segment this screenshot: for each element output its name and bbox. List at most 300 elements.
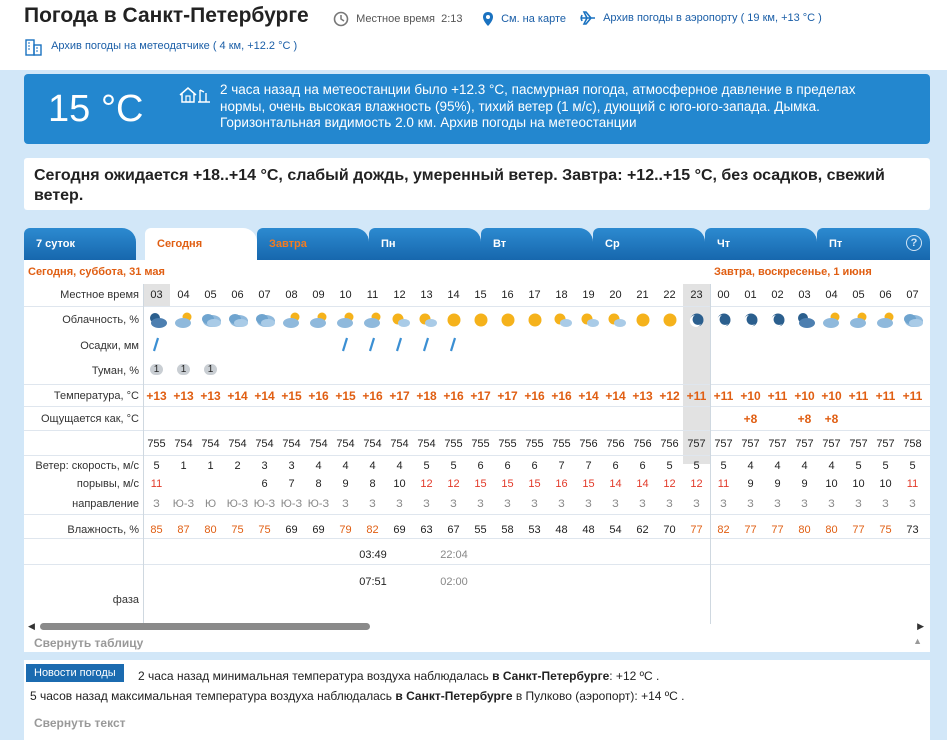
hour-label: 23 [690, 289, 703, 301]
temperature-value: +16 [362, 389, 383, 403]
today-date-label: Сегодня, суббота, 31 мая [28, 266, 165, 278]
row-divider [24, 406, 930, 407]
pressure-value: 754 [390, 438, 409, 450]
wind-speed-value: 4 [342, 460, 349, 472]
temperature-value: +11 [902, 389, 923, 403]
hour-label: 12 [393, 289, 406, 301]
rain-drop-icon [413, 337, 440, 356]
wind-speed-value: 5 [882, 460, 889, 472]
temperature-value: +15 [335, 389, 356, 403]
wind-direction-value: З [693, 498, 700, 510]
feels-like-value: +8 [824, 412, 839, 426]
humidity-value: 75 [231, 524, 244, 536]
night-cloud-icon [791, 311, 818, 332]
wind-gust-value: 12 [420, 478, 433, 490]
watermark: асиенда.ру [760, 694, 905, 725]
temperature-value: +14 [254, 389, 275, 403]
hour-label: 01 [744, 289, 757, 301]
humidity-value: 63 [420, 524, 433, 536]
wind-direction-value: З [531, 498, 538, 510]
wind-gust-value: 8 [369, 478, 376, 490]
hour-label: 15 [474, 289, 487, 301]
row-divider [24, 564, 930, 565]
hour-label: 07 [906, 289, 919, 301]
humidity-value: 85 [150, 524, 163, 536]
news-item: 2 часа назад минимальная температура воздуха наблюдалась в Санкт-Петербурге: +12 ºС . [138, 669, 660, 683]
partly-sunny-icon [386, 311, 413, 332]
humidity-value: 69 [312, 524, 325, 536]
wind-direction-value: З [747, 498, 754, 510]
humidity-value: 75 [879, 524, 892, 536]
row-divider [24, 455, 930, 456]
pressure-value: 755 [444, 438, 463, 450]
wind-gust-value: 10 [825, 478, 838, 490]
hour-label: 06 [231, 289, 244, 301]
moon-phase-icon [413, 592, 440, 617]
tab-today[interactable]: Сегодня [145, 228, 257, 260]
wind-direction-value: З [720, 498, 727, 510]
wind-gust-value: 12 [663, 478, 676, 490]
temperature-value: +10 [821, 389, 842, 403]
hour-label: 21 [636, 289, 649, 301]
hour-label: 02 [771, 289, 784, 301]
hour-label: 08 [285, 289, 298, 301]
wind-speed-value: 3 [261, 460, 268, 472]
pressure-value: 756 [579, 438, 598, 450]
temperature-value: +17 [389, 389, 410, 403]
row-divider [24, 384, 930, 385]
wind-gust-value: 8 [315, 478, 322, 490]
sun-cloud-icon [818, 311, 845, 332]
cloud-icon [197, 311, 224, 332]
scroll-right-icon[interactable]: ▶ [917, 621, 924, 631]
temperature-value: +13 [632, 389, 653, 403]
wind-gust-value: 7 [288, 478, 295, 490]
pressure-value: 755 [525, 438, 544, 450]
wind-gust-value: 15 [582, 478, 595, 490]
temperature-value: +16 [443, 389, 464, 403]
row-divider [24, 538, 930, 539]
rain-drop-icon [332, 337, 359, 356]
airplane-icon [580, 11, 596, 25]
humidity-value: 77 [852, 524, 865, 536]
wind-gust-value: 10 [852, 478, 865, 490]
wind-direction-value: Ю-З [280, 498, 303, 510]
wind-speed-value: 1 [207, 460, 214, 472]
tab-tomorrow[interactable]: Завтра [257, 228, 369, 260]
wind-gust-value: 12 [447, 478, 460, 490]
wind-direction-value: З [585, 498, 592, 510]
humidity-value: 70 [663, 524, 676, 536]
pressure-value: 754 [228, 438, 247, 450]
rain-drop-icon [440, 337, 467, 356]
tab-7-days[interactable]: 7 суток [24, 228, 136, 260]
sunset-time: 22:04 [440, 549, 468, 561]
wind-gust-value: 10 [879, 478, 892, 490]
wind-direction-value: З [153, 498, 160, 510]
wind-gust-value: 12 [690, 478, 703, 490]
hour-label: 11 [366, 289, 379, 301]
cloud-icon [251, 311, 278, 332]
wind-speed-value: 3 [288, 460, 295, 472]
sun-cloud-icon [359, 311, 386, 332]
wind-gust-value: 14 [636, 478, 649, 490]
sun-icon [440, 311, 467, 332]
wind-direction-value: Ю-З [226, 498, 249, 510]
humidity-value: 55 [474, 524, 487, 536]
temperature-value: +16 [524, 389, 545, 403]
temperature-value: +17 [470, 389, 491, 403]
temperature-value: +13 [146, 389, 167, 403]
hour-label: 05 [204, 289, 217, 301]
hour-label: 16 [501, 289, 514, 301]
temperature-value: +11 [767, 389, 788, 403]
collapse-table-link[interactable]: Свернуть таблицу [34, 636, 144, 650]
wind-direction-value: З [477, 498, 484, 510]
temperature-value: +10 [794, 389, 815, 403]
row-divider [24, 430, 930, 431]
wind-direction-value: З [450, 498, 457, 510]
hour-label: 06 [879, 289, 892, 301]
pressure-value: 756 [660, 438, 679, 450]
wind-gust-value: 11 [717, 478, 730, 490]
wind-speed-value: 5 [855, 460, 862, 472]
hour-label: 20 [609, 289, 622, 301]
hour-label: 07 [258, 289, 271, 301]
tab-friday[interactable]: Пт ? [817, 228, 930, 260]
pressure-value: 757 [714, 438, 733, 450]
partly-sunny-icon [548, 311, 575, 332]
pressure-value: 754 [282, 438, 301, 450]
wind-gust-value: 15 [501, 478, 514, 490]
feels-like-value: +8 [797, 412, 812, 426]
wind-direction-value: З [612, 498, 619, 510]
cloud-icon [224, 311, 251, 332]
wind-direction-value: З [666, 498, 673, 510]
humidity-value: 73 [906, 524, 919, 536]
scrollbar-thumb[interactable] [40, 623, 370, 630]
wind-speed-value: 5 [423, 460, 430, 472]
wind-speed-value: 6 [477, 460, 484, 472]
sun-icon [656, 311, 683, 332]
rain-drop-icon [143, 337, 170, 356]
wind-speed-value: 2 [234, 460, 241, 472]
pressure-value: 754 [336, 438, 355, 450]
moonset-time: 02:00 [440, 576, 468, 588]
wind-speed-value: 6 [612, 460, 619, 472]
temperature-value: +14 [578, 389, 599, 403]
row-label: Ощущается как, °C [40, 413, 139, 425]
pressure-value: 757 [687, 438, 706, 450]
current-temperature: 15 °C [48, 88, 144, 130]
wind-gust-value: 9 [342, 478, 349, 490]
wind-direction-value: З [828, 498, 835, 510]
sun-icon [494, 311, 521, 332]
wind-gust-value: 16 [555, 478, 568, 490]
wind-direction-value: З [855, 498, 862, 510]
row-label: Ветер: скорость, м/с [35, 460, 139, 472]
forecast-summary: Сегодня ожидается +18..+14 °C, слабый дождь, умеренный ветер. Завтра: +12..+15 °C, без осадков, свежий ветер. [24, 158, 930, 210]
humidity-value: 80 [798, 524, 811, 536]
row-label: Туман, % [91, 365, 139, 377]
sun-cloud-icon [872, 311, 899, 332]
wind-direction-value: З [342, 498, 349, 510]
row-label: Облачность, % [62, 314, 139, 326]
fog-value [143, 363, 170, 375]
wind-direction-value: З [558, 498, 565, 510]
humidity-value: 69 [285, 524, 298, 536]
sun-cloud-icon [170, 311, 197, 332]
hour-label: 04 [825, 289, 838, 301]
rain-drop-icon [386, 337, 413, 356]
wind-gust-value: 10 [393, 478, 406, 490]
humidity-value: 77 [771, 524, 784, 536]
humidity-value: 82 [717, 524, 730, 536]
column-divider [143, 284, 144, 624]
wind-direction-value: З [423, 498, 430, 510]
hour-label: 22 [663, 289, 676, 301]
moon-icon [683, 311, 710, 332]
horizontal-scrollbar[interactable] [28, 620, 924, 632]
partly-sunny-icon [413, 311, 440, 332]
wind-speed-value: 1 [180, 460, 187, 472]
wind-gust-value: 14 [609, 478, 622, 490]
humidity-value: 82 [366, 524, 379, 536]
temperature-value: +14 [227, 389, 248, 403]
temperature-value: +18 [416, 389, 437, 403]
wind-gust-value: 15 [528, 478, 541, 490]
wind-gust-value: 11 [906, 478, 919, 490]
humidity-value: 77 [744, 524, 757, 536]
day-tabs [24, 228, 930, 260]
tab-wednesday[interactable]: Ср [593, 228, 705, 260]
wind-direction-value: Ю [204, 498, 217, 510]
header [0, 0, 947, 70]
humidity-value: 62 [636, 524, 649, 536]
hour-label: 18 [555, 289, 568, 301]
wind-speed-value: 4 [774, 460, 781, 472]
help-icon[interactable]: ? [906, 235, 922, 251]
row-label: направление [72, 498, 139, 510]
temperature-value: +11 [848, 389, 869, 403]
current-description: 2 часа назад на метеостанции было +12.3 °C, пасмурная погода, атмосферное давление в пределах нормы, очень высокая влажность (95%), тихий ветер (1 м/с), дующий с юго-юго-запада. Дымка. Горизонтальная видимость 2.0 км. Архив погоды на метеостанции [220, 82, 856, 130]
wind-speed-value: 4 [801, 460, 808, 472]
row-divider [24, 514, 930, 515]
temperature-value: +14 [605, 389, 626, 403]
weather-station-icon [178, 84, 212, 111]
pressure-value: 757 [795, 438, 814, 450]
rain-drop-icon [359, 337, 386, 356]
humidity-value: 53 [528, 524, 541, 536]
pressure-value: 757 [741, 438, 760, 450]
wind-speed-value: 6 [639, 460, 646, 472]
moon-icon [737, 311, 764, 332]
hour-label: 19 [582, 289, 595, 301]
wind-speed-value: 5 [153, 460, 160, 472]
cloud-icon [899, 311, 926, 332]
wind-speed-value: 6 [504, 460, 511, 472]
pressure-value: 756 [606, 438, 625, 450]
wind-direction-value: З [774, 498, 781, 510]
temperature-value: +16 [308, 389, 329, 403]
column-divider [710, 284, 711, 624]
sunrise-time: 03:49 [359, 549, 387, 561]
sun-cloud-icon [845, 311, 872, 332]
temperature-value: +10 [740, 389, 761, 403]
humidity-value: 77 [690, 524, 703, 536]
wind-gust-value: 6 [261, 478, 268, 490]
hour-label: 03 [798, 289, 811, 301]
wind-direction-value: З [504, 498, 511, 510]
humidity-value: 75 [258, 524, 271, 536]
partly-sunny-icon [602, 311, 629, 332]
wind-direction-value: З [909, 498, 916, 510]
sun-cloud-icon [332, 311, 359, 332]
wind-gust-value: 9 [747, 478, 754, 490]
hour-label: 09 [312, 289, 325, 301]
tab-tuesday[interactable]: Вт [481, 228, 593, 260]
local-time-value: 2:13 [441, 12, 463, 25]
temperature-value: +13 [200, 389, 221, 403]
wind-speed-value: 5 [450, 460, 457, 472]
pressure-value: 754 [363, 438, 382, 450]
wind-speed-value: 5 [666, 460, 673, 472]
wind-direction-value: З [801, 498, 808, 510]
temperature-value: +17 [497, 389, 518, 403]
humidity-value: 48 [555, 524, 568, 536]
hour-label: 05 [852, 289, 865, 301]
humidity-value: 58 [501, 524, 514, 536]
sun-icon [467, 311, 494, 332]
moonrise-time: 07:51 [359, 576, 387, 588]
humidity-value: 80 [825, 524, 838, 536]
tomorrow-date-label: Завтра, воскресенье, 1 июня [714, 266, 872, 278]
hour-label: 03 [150, 289, 163, 301]
pressure-value: 754 [309, 438, 328, 450]
tab-monday[interactable]: Пн [369, 228, 481, 260]
humidity-value: 67 [447, 524, 460, 536]
moon-icon [764, 311, 791, 332]
fog-value [197, 363, 224, 375]
wind-speed-value: 5 [909, 460, 916, 472]
pressure-value: 757 [822, 438, 841, 450]
row-label: Температура, °C [53, 390, 139, 402]
wind-direction-value: Ю-З [307, 498, 330, 510]
humidity-value: 80 [204, 524, 217, 536]
wind-gust-value: 9 [801, 478, 808, 490]
current-weather-panel [24, 74, 930, 144]
partly-sunny-icon [575, 311, 602, 332]
temperature-value: +16 [551, 389, 572, 403]
row-label: Влажность, % [67, 524, 139, 536]
tab-thursday[interactable]: Чт [705, 228, 817, 260]
wind-speed-value: 4 [315, 460, 322, 472]
forecast-table-panel [24, 260, 930, 652]
pressure-value: 754 [255, 438, 274, 450]
temperature-value: +11 [686, 389, 707, 403]
news-item: 5 часов назад максимальная температура воздуха наблюдалась в Санкт-Петербурге в Пулково (аэропорт): +14 ºС . [30, 689, 685, 703]
sun-icon [629, 311, 656, 332]
pressure-value: 755 [471, 438, 490, 450]
feels-like-value: +8 [743, 412, 758, 426]
collapse-text-link[interactable]: Свернуть текст [34, 716, 126, 730]
moon-icon [710, 311, 737, 332]
pressure-value: 755 [498, 438, 517, 450]
row-label: порывы, м/с [76, 478, 139, 490]
wind-direction-value: З [639, 498, 646, 510]
caret-up-icon[interactable]: ▲ [913, 636, 922, 646]
hour-label: 17 [528, 289, 541, 301]
temperature-value: +11 [713, 389, 734, 403]
hourly-forecast-table [24, 284, 930, 624]
wind-gust-value: 15 [474, 478, 487, 490]
row-label: фаза [112, 594, 139, 606]
map-link[interactable]: См. на карте [482, 11, 566, 27]
wind-speed-value: 5 [693, 460, 700, 472]
temperature-value: +12 [659, 389, 680, 403]
map-pin-icon [482, 11, 494, 27]
airport-archive-link[interactable]: Архив погоды в аэропорту ( 19 км, +13 °C ) [580, 11, 822, 25]
pressure-value: 758 [903, 438, 922, 450]
sun-icon [521, 311, 548, 332]
local-time: Местное время 2:13 [333, 11, 463, 27]
hour-label: 14 [447, 289, 460, 301]
wind-direction-value: Ю-З [172, 498, 195, 510]
hour-label: 10 [339, 289, 352, 301]
fog-badge: 1 [150, 364, 164, 375]
wind-speed-value: 7 [558, 460, 565, 472]
wind-gust-value: 11 [150, 478, 163, 490]
fog-value [170, 363, 197, 375]
row-label: Осадки, мм [80, 340, 139, 352]
scroll-left-icon[interactable]: ◀ [28, 621, 35, 631]
news-tab[interactable]: Новости погоды [26, 664, 124, 682]
hour-label: 00 [717, 289, 730, 301]
fog-badge: 1 [204, 364, 218, 375]
humidity-value: 54 [609, 524, 622, 536]
wind-speed-value: 7 [585, 460, 592, 472]
hour-label: 13 [420, 289, 433, 301]
sun-cloud-icon [305, 311, 332, 332]
humidity-value: 48 [582, 524, 595, 536]
temperature-value: +11 [875, 389, 896, 403]
wind-direction-value: З [882, 498, 889, 510]
pressure-value: 757 [849, 438, 868, 450]
row-label: Местное время [60, 289, 139, 301]
night-cloud-icon [143, 311, 170, 332]
humidity-value: 69 [393, 524, 406, 536]
humidity-value: 79 [339, 524, 352, 536]
wind-speed-value: 4 [828, 460, 835, 472]
wind-speed-value: 6 [531, 460, 538, 472]
building-icon [24, 36, 44, 56]
pressure-value: 757 [768, 438, 787, 450]
fog-badge: 1 [177, 364, 191, 375]
sun-cloud-icon [278, 311, 305, 332]
station-archive-link[interactable]: Архив погоды на метеодатчике ( 4 км, +12.2 °C ) [24, 36, 297, 56]
clock-icon [333, 11, 349, 27]
wind-speed-value: 4 [369, 460, 376, 472]
hour-label: 04 [177, 289, 190, 301]
pressure-value: 754 [174, 438, 193, 450]
temperature-value: +15 [281, 389, 302, 403]
wind-speed-value: 5 [720, 460, 727, 472]
pressure-value: 755 [552, 438, 571, 450]
wind-direction-value: З [396, 498, 403, 510]
row-divider [24, 306, 930, 307]
page-title: Погода в Санкт-Петербурге [24, 4, 309, 27]
pressure-value: 754 [201, 438, 220, 450]
